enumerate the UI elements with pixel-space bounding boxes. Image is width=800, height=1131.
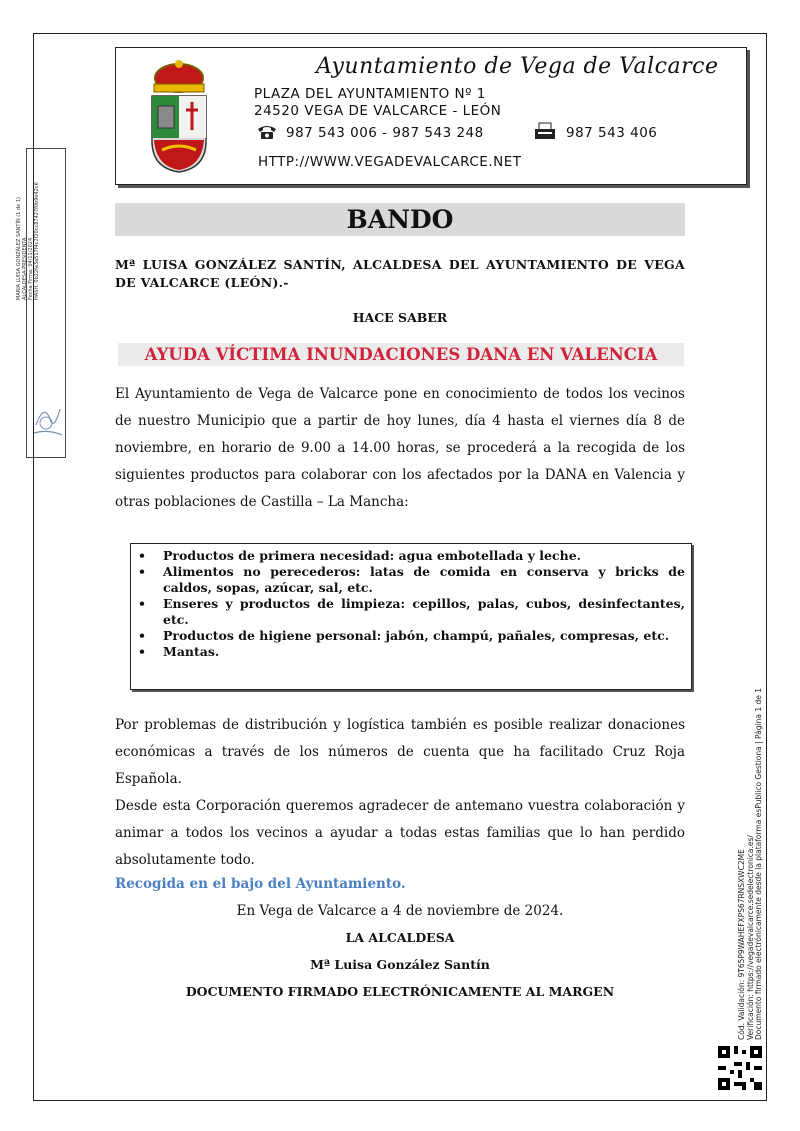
products-list [131, 544, 691, 660]
signer-name: Mª Luisa González Santín [310, 957, 490, 972]
phone-numbers: 987 543 006 - 987 543 248 [286, 125, 484, 141]
letterhead [115, 47, 747, 185]
paragraph-donations: Por problemas de distribución y logística también es posible realizar donaciones económicas a través de los números de cuenta que ha facilitado Cruz Roja Española. [115, 717, 685, 787]
telephone-icon [256, 124, 278, 140]
products-list-box [130, 543, 692, 690]
address-line-2: 24520 VEGA DE VALCARCE - LEÓN [254, 103, 502, 119]
validation-code: Cód. Validación: 9T65P9WAHEFXPS67RNSXWC2ME [737, 849, 746, 1040]
paragraph-announcement: El Ayuntamiento de Vega de Valcarce pone en conocimiento de todos los vecinos de nuestro Municipio que a partir de hoy lunes, día 4 hasta el viernes día 8 de noviembre, en horario de 9.00 a 14.00 horas, se procederá a la recogida de los siguientes productos para colaborar con los afectados por la DANA en Valencia y otras poblaciones de Castilla – La Mancha: [115, 386, 685, 510]
stamp-signer: MARIA LUISA GONZÁLEZ SANTÍN (1 de 1) [16, 197, 22, 300]
issuer-statement: Mª LUISA GONZÁLEZ SANTÍN, ALCALDESA DEL AYUNTAMIENTO DE VEGA DE VALCARCE (LEÓN).- [115, 257, 685, 290]
list-item: • Productos de higiene personal: jabón, champú, pañales, compresas, etc. [138, 628, 670, 643]
signature-note: DOCUMENTO FIRMADO ELECTRÓNICAMENTE AL MARGEN [185, 984, 615, 999]
org-name: Ayuntamiento de Vega de Valcarce [316, 54, 719, 79]
qr-code-icon [718, 1046, 762, 1090]
verification-url[interactable]: Verificación: https://vegadevalcarce.sedelectronica.es/ [745, 835, 755, 1040]
coat-of-arms-icon [144, 56, 214, 176]
signer-title: LA ALCALDESA [345, 930, 455, 945]
list-item: • Enseres y productos de limpieza: cepillos, palas, cubos, desinfectantes, etc. [138, 596, 685, 627]
paragraph-thanks: Desde esta Corporación queremos agradecer de antemano vuestra colaboración y animar a todos los vecinos a ayudar a todas estas familias que lo han perdido absolutamente todo. [115, 798, 685, 868]
list-item-text: Mantas. [163, 644, 220, 659]
stamp-text [16, 182, 40, 300]
address-line-1: PLAZA DEL AYUNTAMIENTO Nº 1 [254, 86, 486, 102]
fax-icon [534, 122, 556, 140]
list-item-text: Alimentos no perecederos: latas de comida en conserva y bricks de caldos, sopas, azúcar, sal, etc. [163, 564, 685, 595]
verification-text [738, 688, 764, 1040]
list-item-text: Enseres y productos de limpieza: cepillos, palas, cubos, desinfectantes, etc. [163, 596, 685, 627]
page-title: BANDO [115, 203, 685, 236]
list-item-text: Productos de higiene personal: jabón, champú, pañales, compresas, etc. [163, 628, 670, 643]
list-item: • Alimentos no perecederos: latas de comida en conserva y bricks de caldos, sopas, azúcar, sal, etc. [138, 564, 685, 595]
platform-note: Documento firmado electrónicamente desde la plataforma esPublico Gestiona | Página 1 de 1 [754, 687, 763, 1040]
stamp-role: ALCALDESA-PRESIDENTA [22, 237, 28, 300]
place-date: En Vega de Valcarce a 4 de noviembre de 2024. [236, 903, 564, 919]
list-item: • Mantas. [138, 644, 220, 659]
stamp-hash: HASH: 0b22fa3a517f4c2f20cc87427f0b9e42c6 [34, 182, 40, 300]
list-item: • Productos de primera necesidad: agua embotellada y leche. [138, 548, 582, 563]
website-link[interactable]: HTTP://WWW.VEGADEVALCARCE.NET [258, 154, 522, 170]
collection-note: Recogida en el bajo del Ayuntamiento. [115, 876, 406, 892]
list-item-text: Productos de primera necesidad: agua embotellada y leche. [163, 548, 582, 563]
subject-heading: AYUDA VÍCTIMA INUNDACIONES DANA EN VALENCIA [118, 343, 684, 366]
handwritten-signature-icon [30, 395, 64, 443]
fax-number: 987 543 406 [566, 125, 658, 141]
stamp-date: Fecha Firma: 04/11/2024 [28, 237, 34, 300]
hace-saber: HACE SABER [352, 310, 448, 325]
